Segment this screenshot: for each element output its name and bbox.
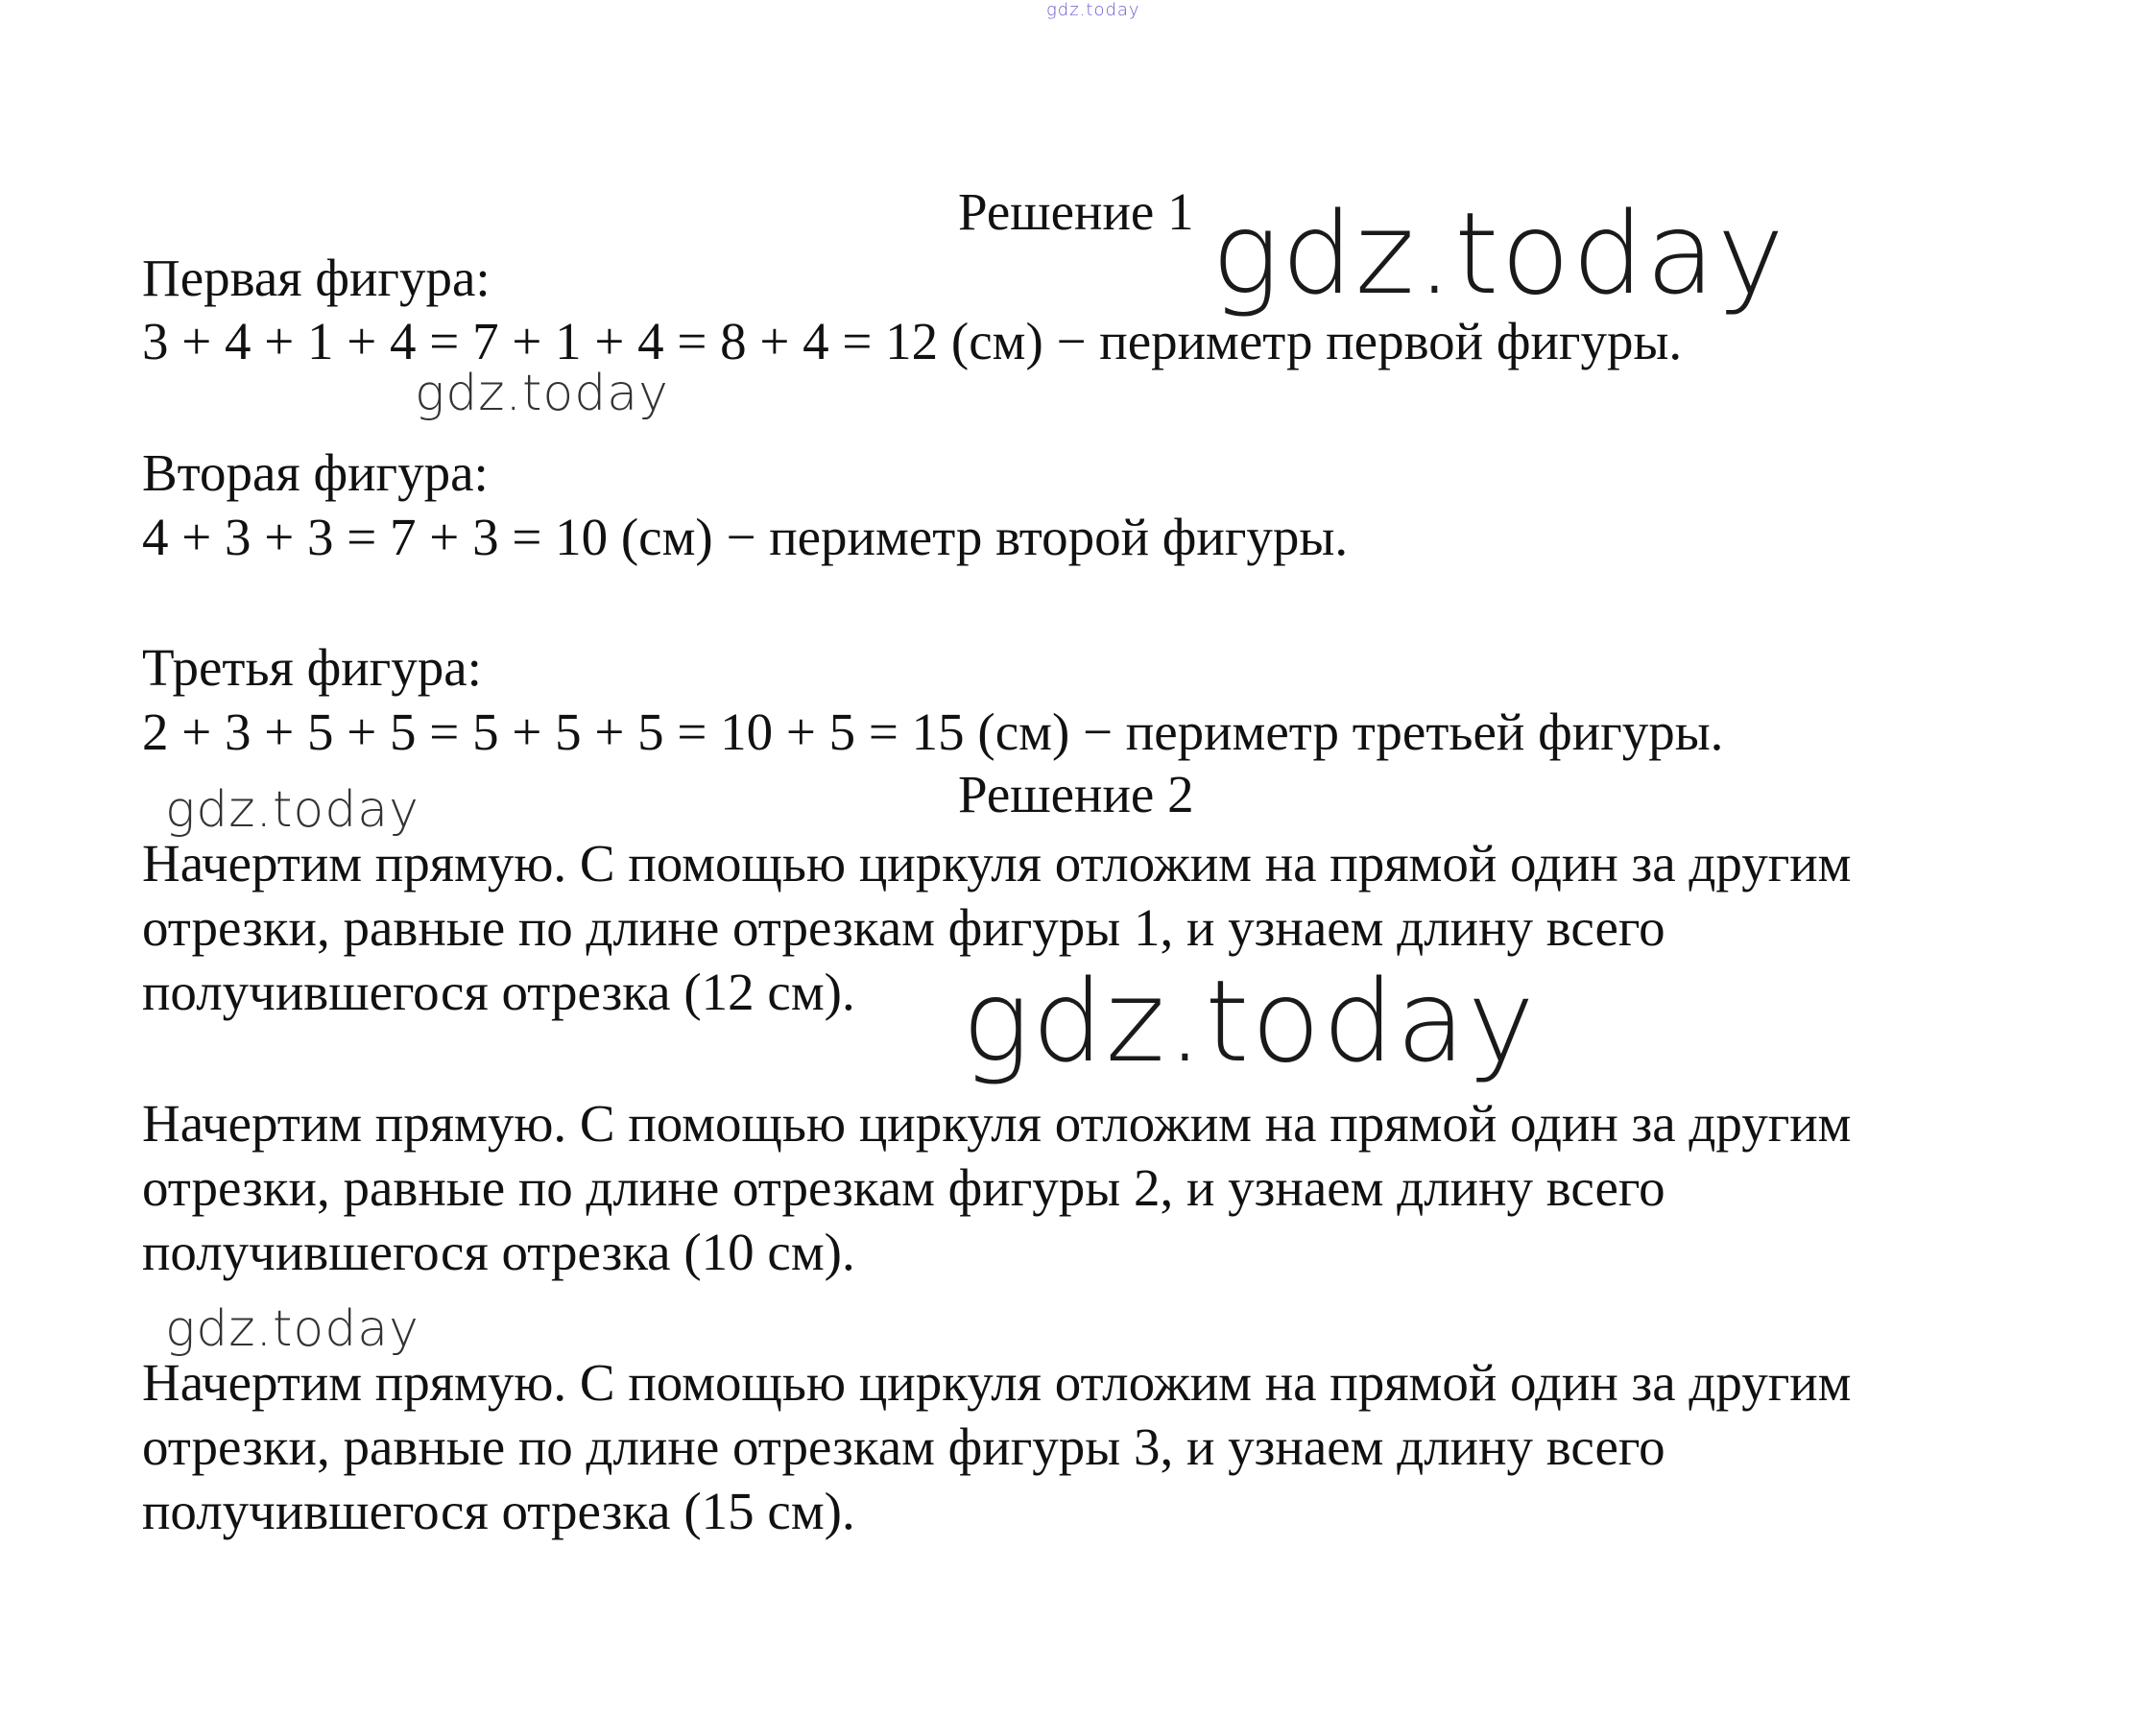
paragraph-3-line-1: Начертим прямую. С помощью циркуля отложим на прямой один за другим bbox=[142, 1353, 1852, 1412]
watermark-medium-1: gdz.today bbox=[415, 365, 669, 422]
watermark-top: gdz.today bbox=[1046, 0, 1140, 20]
paragraph-2-line-1: Начертим прямую. С помощью циркуля отложим на прямой один за другим bbox=[142, 1094, 1852, 1153]
watermark-medium-3: gdz.today bbox=[165, 1300, 419, 1358]
solution-2-heading: Решение 2 bbox=[958, 765, 1194, 823]
paragraph-1-line-2: отрезки, равные по длине отрезкам фигуры 1, и узнаем длину всего bbox=[142, 898, 1665, 957]
paragraph-1-line-1: Начертим прямую. С помощью циркуля отложим на прямой один за другим bbox=[142, 834, 1852, 893]
paragraph-3-line-3: получившегося отрезка (15 см). bbox=[142, 1482, 855, 1540]
figure-2-calculation: 4 + 3 + 3 = 7 + 3 = 10 (см) − периметр второй фигуры. bbox=[142, 508, 1349, 566]
figure-2-label: Вторая фигура: bbox=[142, 443, 489, 502]
paragraph-1-line-3: получившегося отрезка (12 см). bbox=[142, 963, 855, 1021]
paragraph-2-line-2: отрезки, равные по длине отрезкам фигуры 2, и узнаем длину всего bbox=[142, 1158, 1665, 1217]
solution-1-heading: Решение 1 bbox=[958, 182, 1194, 241]
figure-3-label: Третья фигура: bbox=[142, 638, 482, 697]
watermark-large-1: gdz.today bbox=[1211, 187, 1786, 320]
paragraph-2-line-3: получившегося отрезка (10 см). bbox=[142, 1223, 855, 1281]
figure-3-calculation: 2 + 3 + 5 + 5 = 5 + 5 + 5 = 10 + 5 = 15 (см) − периметр третьей фигуры. bbox=[142, 702, 1724, 761]
watermark-large-2: gdz.today bbox=[962, 955, 1537, 1087]
paragraph-3-line-2: отрезки, равные по длине отрезкам фигуры 3, и узнаем длину всего bbox=[142, 1417, 1665, 1476]
watermark-medium-2: gdz.today bbox=[165, 781, 419, 839]
figure-1-calculation: 3 + 4 + 1 + 4 = 7 + 1 + 4 = 8 + 4 = 12 (см) − периметр первой фигуры. bbox=[142, 312, 1683, 370]
figure-1-label: Первая фигура: bbox=[142, 249, 491, 307]
